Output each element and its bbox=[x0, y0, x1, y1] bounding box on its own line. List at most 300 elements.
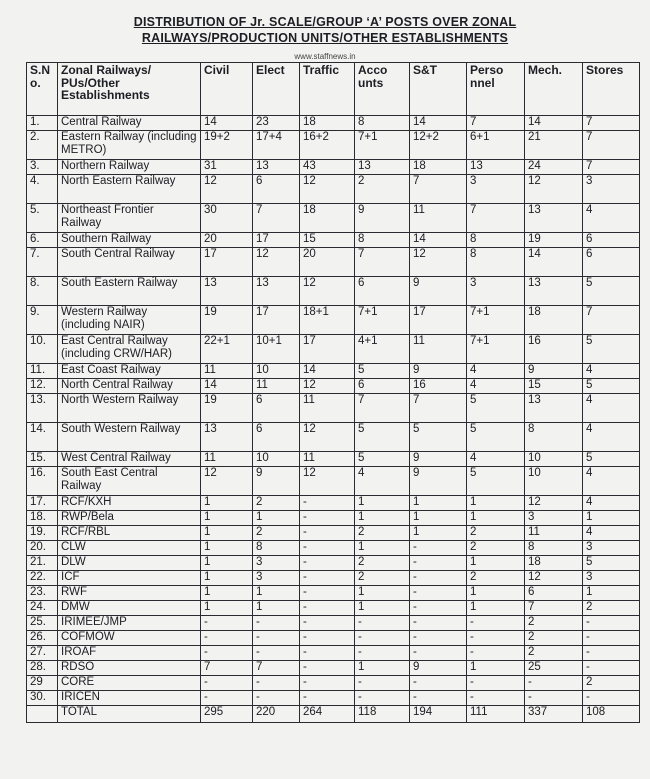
cell-name: CLW bbox=[58, 541, 201, 556]
cell-snt: 1 bbox=[410, 526, 467, 541]
cell-snt: 12 bbox=[410, 248, 467, 277]
table-row bbox=[27, 631, 640, 646]
table-row bbox=[27, 661, 640, 676]
total-snt: 194 bbox=[410, 706, 467, 723]
cell-name: South Western Railway bbox=[58, 423, 201, 452]
total-accounts: 118 bbox=[355, 706, 410, 723]
cell-snt: 9 bbox=[410, 467, 467, 496]
cell-civil: 20 bbox=[201, 233, 253, 248]
cell-civil: - bbox=[201, 616, 253, 631]
cell-elect: 1 bbox=[253, 586, 300, 601]
cell-elect: 10+1 bbox=[253, 335, 300, 364]
table-row bbox=[27, 616, 640, 631]
watermark-text: www.staffnews.in bbox=[294, 52, 356, 61]
cell-sno: 22. bbox=[27, 571, 58, 586]
cell-sno: 29 bbox=[27, 676, 58, 691]
cell-civil: 13 bbox=[201, 423, 253, 452]
cell-accounts: 2 bbox=[355, 175, 410, 204]
cell-stores: 7 bbox=[583, 131, 640, 160]
cell-elect: 7 bbox=[253, 204, 300, 233]
cell-civil: 1 bbox=[201, 586, 253, 601]
cell-name: Eastern Railway (including METRO) bbox=[58, 131, 201, 160]
header-personnel: Perso nnel bbox=[467, 63, 525, 116]
total-elect: 220 bbox=[253, 706, 300, 723]
cell-stores: 2 bbox=[583, 601, 640, 616]
cell-personnel: 3 bbox=[467, 277, 525, 306]
cell-traffic: 43 bbox=[300, 160, 355, 175]
cell-accounts: 9 bbox=[355, 204, 410, 233]
cell-name: IROAF bbox=[58, 646, 201, 661]
cell-accounts: 6 bbox=[355, 277, 410, 306]
cell-stores: 6 bbox=[583, 248, 640, 277]
cell-elect: - bbox=[253, 631, 300, 646]
cell-traffic: 14 bbox=[300, 364, 355, 379]
cell-elect: 7 bbox=[253, 661, 300, 676]
cell-stores: 5 bbox=[583, 379, 640, 394]
table-row bbox=[27, 394, 640, 423]
cell-sno: 15. bbox=[27, 452, 58, 467]
table-row bbox=[27, 646, 640, 661]
cell-civil: 1 bbox=[201, 496, 253, 511]
cell-civil: - bbox=[201, 676, 253, 691]
table-row bbox=[27, 248, 640, 277]
cell-elect: 17 bbox=[253, 306, 300, 335]
cell-snt: 9 bbox=[410, 661, 467, 676]
title-line-2: RAILWAYS/PRODUCTION UNITS/OTHER ESTABLISHMENTS bbox=[141, 31, 509, 45]
cell-mech: 19 bbox=[525, 233, 583, 248]
cell-stores: 1 bbox=[583, 586, 640, 601]
total-personnel: 111 bbox=[467, 706, 525, 723]
cell-traffic: - bbox=[300, 556, 355, 571]
cell-personnel: - bbox=[467, 646, 525, 661]
cell-mech: 25 bbox=[525, 661, 583, 676]
cell-elect: 11 bbox=[253, 379, 300, 394]
cell-traffic: 18 bbox=[300, 204, 355, 233]
cell-accounts: 7 bbox=[355, 248, 410, 277]
cell-accounts: 4+1 bbox=[355, 335, 410, 364]
cell-stores: 4 bbox=[583, 467, 640, 496]
cell-traffic: - bbox=[300, 661, 355, 676]
cell-sno: 25. bbox=[27, 616, 58, 631]
cell-stores: 2 bbox=[583, 676, 640, 691]
cell-stores: 3 bbox=[583, 571, 640, 586]
cell-civil: 12 bbox=[201, 467, 253, 496]
cell-traffic: - bbox=[300, 601, 355, 616]
cell-elect: 2 bbox=[253, 496, 300, 511]
table-row bbox=[27, 601, 640, 616]
cell-snt: - bbox=[410, 601, 467, 616]
posts-distribution-table bbox=[26, 62, 640, 723]
cell-civil: 7 bbox=[201, 661, 253, 676]
cell-civil: 22+1 bbox=[201, 335, 253, 364]
header-civil: Civil bbox=[201, 63, 253, 116]
cell-accounts: 1 bbox=[355, 661, 410, 676]
cell-accounts: - bbox=[355, 616, 410, 631]
cell-name: West Central Railway bbox=[58, 452, 201, 467]
header-accounts: Acco unts bbox=[355, 63, 410, 116]
cell-mech: 16 bbox=[525, 335, 583, 364]
table-row bbox=[27, 452, 640, 467]
cell-civil: 11 bbox=[201, 452, 253, 467]
cell-stores: 5 bbox=[583, 335, 640, 364]
table-row bbox=[27, 541, 640, 556]
cell-accounts: 1 bbox=[355, 511, 410, 526]
cell-personnel: 5 bbox=[467, 423, 525, 452]
cell-accounts: 7+1 bbox=[355, 306, 410, 335]
header-name: Zonal Railways/ PUs/Other Establishments bbox=[58, 63, 201, 116]
cell-traffic: - bbox=[300, 691, 355, 706]
cell-snt: 1 bbox=[410, 511, 467, 526]
cell-name: North Central Railway bbox=[58, 379, 201, 394]
cell-civil: 19+2 bbox=[201, 131, 253, 160]
cell-name: CORE bbox=[58, 676, 201, 691]
cell-name: RWF bbox=[58, 586, 201, 601]
cell-traffic: - bbox=[300, 541, 355, 556]
cell-traffic: - bbox=[300, 586, 355, 601]
cell-accounts: 13 bbox=[355, 160, 410, 175]
cell-mech: - bbox=[525, 676, 583, 691]
cell-mech: 8 bbox=[525, 541, 583, 556]
cell-personnel: 5 bbox=[467, 394, 525, 423]
cell-civil: - bbox=[201, 646, 253, 661]
cell-name: South Eastern Railway bbox=[58, 277, 201, 306]
cell-snt: - bbox=[410, 616, 467, 631]
cell-personnel: 2 bbox=[467, 571, 525, 586]
cell-accounts: 5 bbox=[355, 364, 410, 379]
cell-personnel: 1 bbox=[467, 586, 525, 601]
table-row bbox=[27, 467, 640, 496]
cell-mech: 18 bbox=[525, 306, 583, 335]
cell-personnel: 5 bbox=[467, 467, 525, 496]
cell-civil: 1 bbox=[201, 511, 253, 526]
cell-elect: - bbox=[253, 676, 300, 691]
cell-stores: - bbox=[583, 646, 640, 661]
cell-snt: 7 bbox=[410, 175, 467, 204]
cell-snt: - bbox=[410, 646, 467, 661]
cell-accounts: 8 bbox=[355, 116, 410, 131]
cell-traffic: - bbox=[300, 616, 355, 631]
cell-civil: 1 bbox=[201, 571, 253, 586]
table-row bbox=[27, 277, 640, 306]
cell-traffic: 17 bbox=[300, 335, 355, 364]
cell-sno: 4. bbox=[27, 175, 58, 204]
total-label: TOTAL bbox=[58, 706, 201, 723]
cell-sno: 16. bbox=[27, 467, 58, 496]
cell-mech: 18 bbox=[525, 556, 583, 571]
header-traffic: Traffic bbox=[300, 63, 355, 116]
cell-mech: 8 bbox=[525, 423, 583, 452]
cell-elect: 2 bbox=[253, 526, 300, 541]
cell-name: North Eastern Railway bbox=[58, 175, 201, 204]
cell-stores: 4 bbox=[583, 526, 640, 541]
cell-accounts: 2 bbox=[355, 526, 410, 541]
cell-accounts: 1 bbox=[355, 601, 410, 616]
cell-stores: 4 bbox=[583, 423, 640, 452]
cell-traffic: 12 bbox=[300, 277, 355, 306]
table-row bbox=[27, 131, 640, 160]
cell-elect: 23 bbox=[253, 116, 300, 131]
table-row bbox=[27, 335, 640, 364]
cell-elect: 8 bbox=[253, 541, 300, 556]
cell-sno: 10. bbox=[27, 335, 58, 364]
cell-name: ICF bbox=[58, 571, 201, 586]
cell-name: North Western Railway bbox=[58, 394, 201, 423]
cell-sno: 8. bbox=[27, 277, 58, 306]
cell-sno: 30. bbox=[27, 691, 58, 706]
cell-name: DLW bbox=[58, 556, 201, 571]
cell-civil: 19 bbox=[201, 394, 253, 423]
cell-stores: 7 bbox=[583, 306, 640, 335]
cell-personnel: 2 bbox=[467, 526, 525, 541]
cell-personnel: - bbox=[467, 616, 525, 631]
cell-snt: 14 bbox=[410, 233, 467, 248]
cell-name: Western Railway (including NAIR) bbox=[58, 306, 201, 335]
cell-stores: 4 bbox=[583, 204, 640, 233]
cell-civil: 1 bbox=[201, 541, 253, 556]
cell-traffic: - bbox=[300, 511, 355, 526]
cell-stores: 3 bbox=[583, 541, 640, 556]
cell-name: East Central Railway (including CRW/HAR) bbox=[58, 335, 201, 364]
table-row bbox=[27, 571, 640, 586]
cell-snt: 7 bbox=[410, 394, 467, 423]
cell-personnel: 7+1 bbox=[467, 306, 525, 335]
cell-traffic: 15 bbox=[300, 233, 355, 248]
cell-sno: 18. bbox=[27, 511, 58, 526]
cell-personnel: 1 bbox=[467, 496, 525, 511]
table-row bbox=[27, 526, 640, 541]
cell-elect: 13 bbox=[253, 160, 300, 175]
cell-personnel: - bbox=[467, 631, 525, 646]
cell-elect: 1 bbox=[253, 601, 300, 616]
cell-mech: 24 bbox=[525, 160, 583, 175]
cell-sno: 26. bbox=[27, 631, 58, 646]
cell-elect: 6 bbox=[253, 175, 300, 204]
cell-personnel: 1 bbox=[467, 556, 525, 571]
cell-accounts: 1 bbox=[355, 496, 410, 511]
cell-mech: 11 bbox=[525, 526, 583, 541]
cell-accounts: 2 bbox=[355, 556, 410, 571]
cell-elect: - bbox=[253, 691, 300, 706]
cell-sno: 7. bbox=[27, 248, 58, 277]
cell-snt: - bbox=[410, 691, 467, 706]
cell-sno: 2. bbox=[27, 131, 58, 160]
cell-sno: 14. bbox=[27, 423, 58, 452]
cell-accounts: 7 bbox=[355, 394, 410, 423]
cell-mech: 10 bbox=[525, 467, 583, 496]
cell-stores: 4 bbox=[583, 364, 640, 379]
cell-mech: 15 bbox=[525, 379, 583, 394]
cell-sno: 21. bbox=[27, 556, 58, 571]
cell-mech: 12 bbox=[525, 175, 583, 204]
cell-elect: 6 bbox=[253, 423, 300, 452]
cell-mech: 6 bbox=[525, 586, 583, 601]
title-line-1: DISTRIBUTION OF Jr. SCALE/GROUP ‘A’ POSTS OVER ZONAL bbox=[133, 15, 517, 29]
cell-personnel: 1 bbox=[467, 511, 525, 526]
cell-mech: 14 bbox=[525, 116, 583, 131]
cell-traffic: 12 bbox=[300, 175, 355, 204]
cell-snt: 17 bbox=[410, 306, 467, 335]
cell-traffic: - bbox=[300, 631, 355, 646]
document-title bbox=[0, 14, 650, 46]
table-row bbox=[27, 423, 640, 452]
cell-stores: 1 bbox=[583, 511, 640, 526]
cell-name: IRIMEE/JMP bbox=[58, 616, 201, 631]
cell-personnel: 7 bbox=[467, 204, 525, 233]
cell-sno: 13. bbox=[27, 394, 58, 423]
cell-traffic: 18 bbox=[300, 116, 355, 131]
cell-traffic: - bbox=[300, 571, 355, 586]
cell-personnel: 8 bbox=[467, 233, 525, 248]
cell-stores: 5 bbox=[583, 556, 640, 571]
cell-civil: 1 bbox=[201, 601, 253, 616]
cell-traffic: 11 bbox=[300, 452, 355, 467]
cell-civil: 30 bbox=[201, 204, 253, 233]
cell-traffic: 12 bbox=[300, 467, 355, 496]
cell-snt: 12+2 bbox=[410, 131, 467, 160]
cell-elect: 17+4 bbox=[253, 131, 300, 160]
cell-traffic: - bbox=[300, 676, 355, 691]
cell-snt: 1 bbox=[410, 496, 467, 511]
cell-personnel: 2 bbox=[467, 541, 525, 556]
total-traffic: 264 bbox=[300, 706, 355, 723]
cell-mech: 9 bbox=[525, 364, 583, 379]
cell-mech: 13 bbox=[525, 204, 583, 233]
cell-stores: - bbox=[583, 616, 640, 631]
cell-civil: 14 bbox=[201, 379, 253, 394]
cell-mech: 13 bbox=[525, 277, 583, 306]
cell-sno: 27. bbox=[27, 646, 58, 661]
cell-name: RCF/RBL bbox=[58, 526, 201, 541]
total-mech: 337 bbox=[525, 706, 583, 723]
header-snt: S&T bbox=[410, 63, 467, 116]
cell-stores: - bbox=[583, 691, 640, 706]
cell-mech: 7 bbox=[525, 601, 583, 616]
table-row bbox=[27, 306, 640, 335]
cell-accounts: 8 bbox=[355, 233, 410, 248]
cell-name: South East Central Railway bbox=[58, 467, 201, 496]
cell-mech: 13 bbox=[525, 394, 583, 423]
cell-elect: 3 bbox=[253, 556, 300, 571]
cell-elect: 17 bbox=[253, 233, 300, 248]
header-sno: S.N o. bbox=[27, 63, 58, 116]
cell-sno: 12. bbox=[27, 379, 58, 394]
cell-accounts: 2 bbox=[355, 571, 410, 586]
cell-accounts: 7+1 bbox=[355, 131, 410, 160]
cell-civil: 12 bbox=[201, 175, 253, 204]
cell-mech: 14 bbox=[525, 248, 583, 277]
cell-mech: 12 bbox=[525, 496, 583, 511]
table-row bbox=[27, 160, 640, 175]
cell-snt: 11 bbox=[410, 204, 467, 233]
table-row bbox=[27, 364, 640, 379]
cell-stores: 4 bbox=[583, 496, 640, 511]
cell-personnel: 1 bbox=[467, 661, 525, 676]
table-header-row bbox=[27, 63, 640, 116]
cell-traffic: - bbox=[300, 526, 355, 541]
cell-personnel: 4 bbox=[467, 452, 525, 467]
cell-name: Central Railway bbox=[58, 116, 201, 131]
cell-personnel: 1 bbox=[467, 601, 525, 616]
cell-civil: 11 bbox=[201, 364, 253, 379]
cell-snt: - bbox=[410, 541, 467, 556]
table-row bbox=[27, 556, 640, 571]
cell-name: South Central Railway bbox=[58, 248, 201, 277]
cell-personnel: 13 bbox=[467, 160, 525, 175]
cell-stores: 3 bbox=[583, 175, 640, 204]
cell-snt: 5 bbox=[410, 423, 467, 452]
total-row bbox=[27, 706, 640, 723]
cell-name: DMW bbox=[58, 601, 201, 616]
cell-civil: 13 bbox=[201, 277, 253, 306]
cell-accounts: - bbox=[355, 691, 410, 706]
cell-accounts: 1 bbox=[355, 586, 410, 601]
cell-accounts: 4 bbox=[355, 467, 410, 496]
cell-stores: 7 bbox=[583, 116, 640, 131]
cell-sno: 17. bbox=[27, 496, 58, 511]
cell-elect: 9 bbox=[253, 467, 300, 496]
cell-snt: - bbox=[410, 571, 467, 586]
table-row bbox=[27, 496, 640, 511]
cell-elect: - bbox=[253, 616, 300, 631]
cell-sno: 1. bbox=[27, 116, 58, 131]
cell-sno: 6. bbox=[27, 233, 58, 248]
cell-sno: 3. bbox=[27, 160, 58, 175]
cell-snt: 9 bbox=[410, 277, 467, 306]
cell-snt: 16 bbox=[410, 379, 467, 394]
cell-snt: - bbox=[410, 556, 467, 571]
cell-elect: 6 bbox=[253, 394, 300, 423]
header-stores: Stores bbox=[583, 63, 640, 116]
header-elect: Elect bbox=[253, 63, 300, 116]
cell-elect: 10 bbox=[253, 452, 300, 467]
cell-name: East Coast Railway bbox=[58, 364, 201, 379]
cell-stores: 6 bbox=[583, 233, 640, 248]
cell-total-sno bbox=[27, 706, 58, 723]
cell-elect: - bbox=[253, 646, 300, 661]
cell-elect: 12 bbox=[253, 248, 300, 277]
table-body bbox=[27, 116, 640, 723]
cell-accounts: 1 bbox=[355, 541, 410, 556]
cell-traffic: - bbox=[300, 496, 355, 511]
cell-civil: 14 bbox=[201, 116, 253, 131]
table-row bbox=[27, 511, 640, 526]
cell-accounts: 5 bbox=[355, 452, 410, 467]
cell-stores: 5 bbox=[583, 452, 640, 467]
cell-name: RWP/Bela bbox=[58, 511, 201, 526]
cell-personnel: - bbox=[467, 691, 525, 706]
cell-name: Northeast Frontier Railway bbox=[58, 204, 201, 233]
cell-sno: 28. bbox=[27, 661, 58, 676]
cell-snt: - bbox=[410, 676, 467, 691]
table-row bbox=[27, 116, 640, 131]
cell-personnel: 7 bbox=[467, 116, 525, 131]
cell-personnel: - bbox=[467, 676, 525, 691]
cell-snt: 9 bbox=[410, 452, 467, 467]
cell-accounts: - bbox=[355, 676, 410, 691]
cell-name: Southern Railway bbox=[58, 233, 201, 248]
cell-traffic: 12 bbox=[300, 379, 355, 394]
cell-personnel: 4 bbox=[467, 364, 525, 379]
cell-civil: - bbox=[201, 631, 253, 646]
cell-accounts: 5 bbox=[355, 423, 410, 452]
cell-mech: 2 bbox=[525, 646, 583, 661]
cell-traffic: - bbox=[300, 646, 355, 661]
cell-civil: 19 bbox=[201, 306, 253, 335]
cell-elect: 10 bbox=[253, 364, 300, 379]
cell-stores: - bbox=[583, 631, 640, 646]
cell-stores: 5 bbox=[583, 277, 640, 306]
total-civil: 295 bbox=[201, 706, 253, 723]
